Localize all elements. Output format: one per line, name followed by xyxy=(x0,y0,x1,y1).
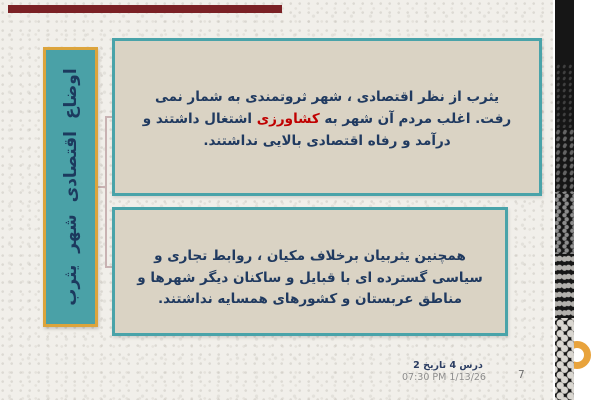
halftone-band-medium-dots xyxy=(555,192,574,254)
box1-highlighted-word: کشاورزی xyxy=(256,111,320,128)
page-number: 7 xyxy=(518,369,525,381)
box1-text-part1: یثرب از نظر اقتصادی ، شهر ثروتمندی به شمار نمی رفت. اغلب مردم آن شهر به xyxy=(154,89,512,128)
halftone-band-small-dots xyxy=(555,128,574,192)
halftone-band-largest-dots xyxy=(555,318,574,400)
halftone-band-solid xyxy=(555,0,574,64)
halftone-band-large-dots xyxy=(555,254,574,318)
connector-vertical-line xyxy=(105,116,107,268)
top-maroon-bar xyxy=(8,5,282,13)
box1-text-part2: اشتغال داشتند و درآمد و رفاه اقتصادی بالایی نداشتند. xyxy=(142,111,451,149)
halftone-filmstrip xyxy=(555,0,574,400)
content-box-1 xyxy=(112,38,542,196)
connector-from-title xyxy=(97,186,107,188)
footer-lesson-label: درس 4 تاریخ 2 xyxy=(413,360,483,371)
slide-title: اوضاع اقتصادی شهر یثرب xyxy=(60,68,81,306)
vertical-title-box xyxy=(43,47,98,327)
footer-datetime: 07:30 PM 1/13/26 xyxy=(402,372,486,383)
content-box-2 xyxy=(112,207,508,336)
halftone-band-tiny-dots xyxy=(555,64,574,128)
content-box-1-text xyxy=(135,87,519,153)
content-box-2-text: همچنین یثربیان برخلاف مکیان ، روابط تجاری و سیاسی گسترده ای با قبایل و ساکنان دیگر شهرها و مناطق عربستان و کشورهای همسایه نداشتند. xyxy=(137,247,483,308)
